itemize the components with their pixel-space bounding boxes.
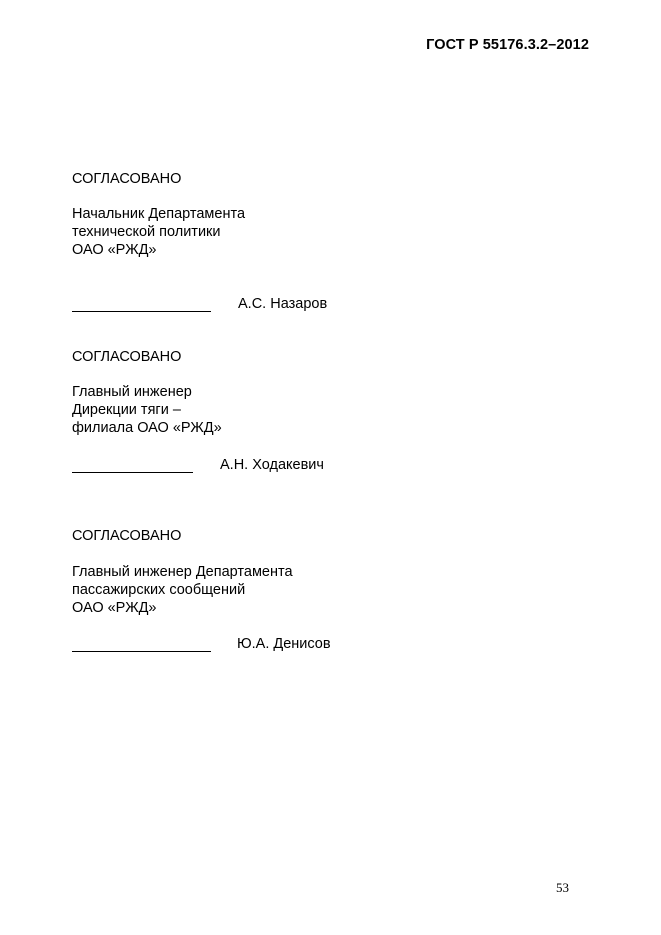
position-line: ОАО «РЖД» bbox=[72, 600, 157, 616]
approval-heading: СОГЛАСОВАНО bbox=[72, 528, 182, 544]
signatory-name: А.С. Назаров bbox=[238, 296, 328, 312]
position-line: филиала ОАО «РЖД» bbox=[72, 420, 222, 436]
position-line: ОАО «РЖД» bbox=[72, 242, 157, 258]
approval-heading: СОГЛАСОВАНО bbox=[72, 349, 182, 365]
signature-line bbox=[72, 472, 193, 473]
position-line: Главный инженер Департамента bbox=[72, 564, 293, 580]
page-number: 53 bbox=[556, 880, 569, 895]
position-line: Главный инженер bbox=[72, 384, 192, 400]
position-line: пассажирских сообщений bbox=[72, 582, 246, 598]
signatory-name: Ю.А. Денисов bbox=[237, 636, 331, 652]
signatory-name: А.Н. Ходакевич bbox=[220, 457, 324, 473]
signature-line bbox=[72, 311, 211, 312]
position-line: Начальник Департамента bbox=[72, 206, 246, 222]
signature-line bbox=[72, 651, 211, 652]
position-line: Дирекции тяги – bbox=[72, 402, 181, 418]
position-line: технической политики bbox=[72, 224, 221, 240]
standard-code-header: ГОСТ Р 55176.3.2–2012 bbox=[426, 37, 589, 53]
approval-heading: СОГЛАСОВАНО bbox=[72, 171, 182, 187]
